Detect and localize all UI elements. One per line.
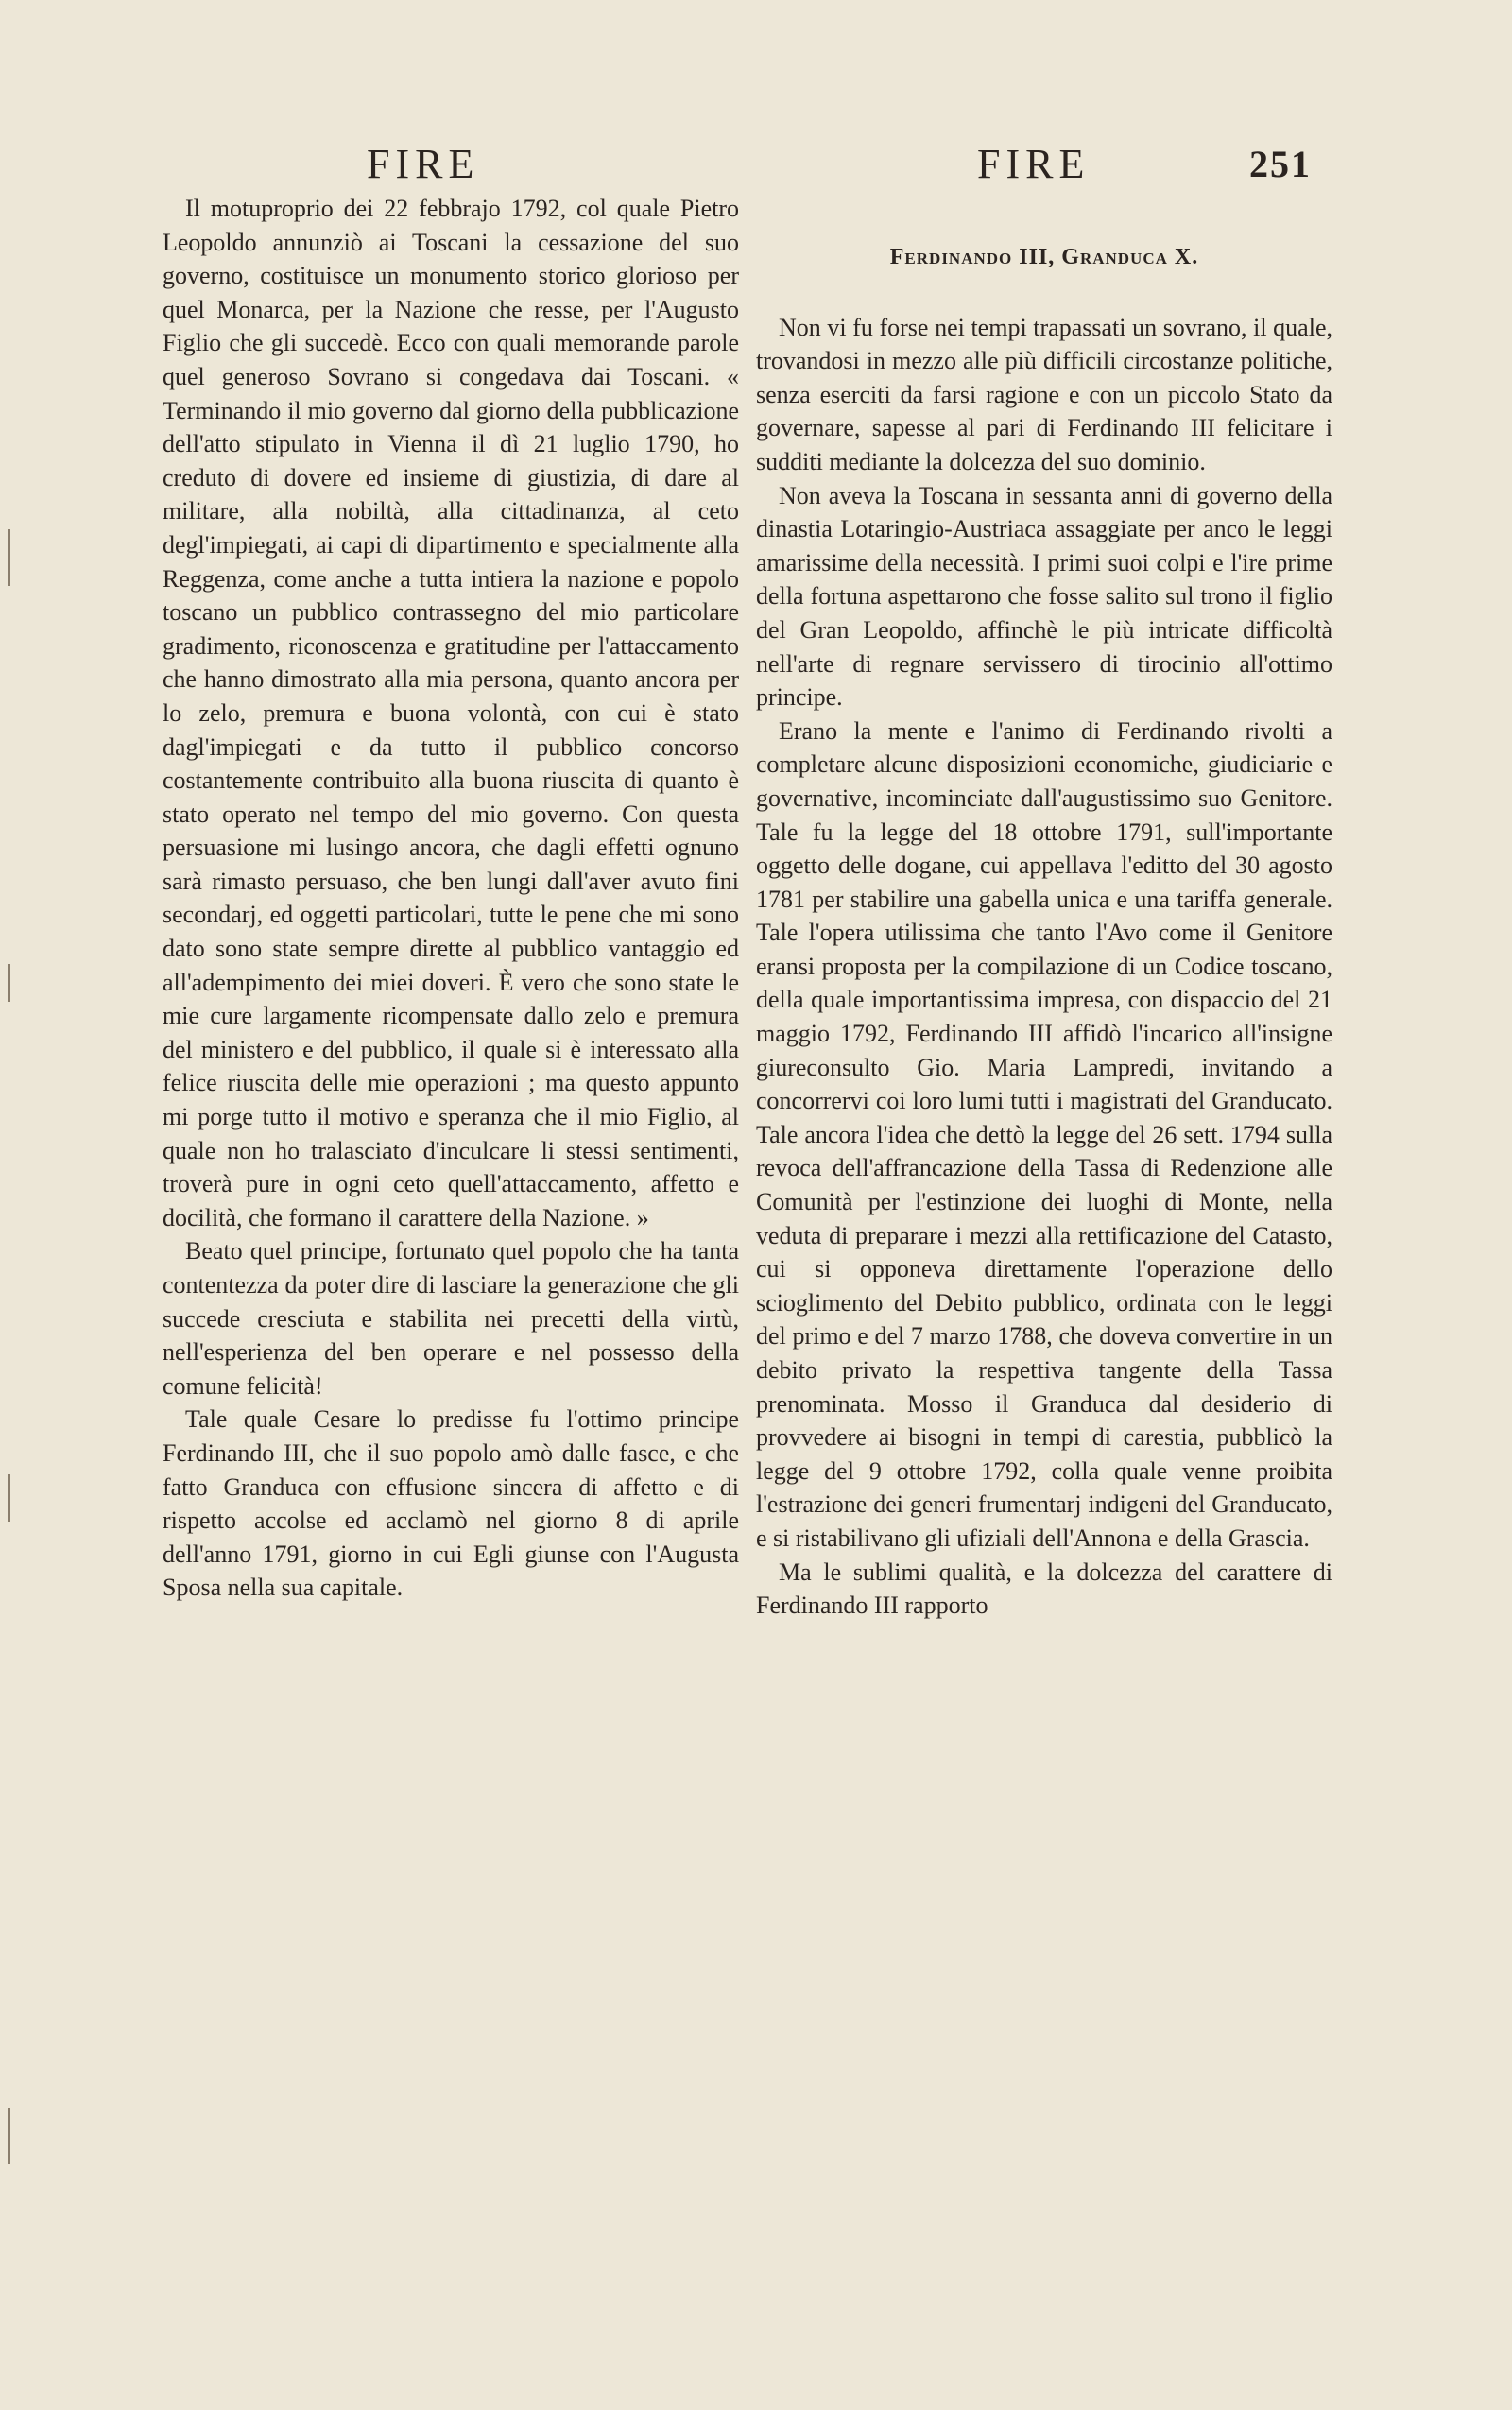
left-column xyxy=(163,192,739,1605)
paragraph: Non aveva la Toscana in sessanta anni di governo della dinastia Lotaringio-Austriaca assaggiate per anco le leggi amarissime della necessità. I primi suoi colpi e l'ire prime della fortuna aspettarono che fosse salito sul trono il figlio del Gran Leopoldo, affinchè le più intricate difficoltà nell'arte di regnare servissero di tirocinio all'ottimo principe. xyxy=(756,481,1332,712)
paragraph: Tale quale Cesare lo predisse fu l'ottimo principe Ferdinando III, che il suo popolo amò dalle fasce, e che fatto Granduca con effusione sincera di affetto e di rispetto accolse ed acclamò nel giorno 8 di aprile dell'anno 1791, giorno in cui Egli giunse con l'Augusta Sposa nella sua capitale. xyxy=(163,1405,739,1602)
page-edge-marks xyxy=(0,0,28,2410)
running-head-left: FIRE xyxy=(367,141,480,187)
paragraph: Ma le sublimi qualità, e la dolcezza del carattere di Ferdinando III rapporto xyxy=(756,1558,1332,1620)
right-column xyxy=(756,192,1332,1623)
paragraph: Erano la mente e l'animo di Ferdinando rivolti a completare alcune disposizioni economiche, giudiciarie e governative, incominciate dall'augustissimo suo Genitore. Tale fu la legge del 18 ottobre 1791, sull'importante oggetto delle dogane, cui appellava l'editto del 30 agosto 1781 per stabilire una gabella unica e una tariffa generale. Tale l'opera utilissima che tanto l'Avo come il Genitore eransi proposta per la compilazione di un Codice toscano, della quale importantissima impresa, con dispaccio del 21 maggio 1792, Ferdinando III affidò l'incarico all'insigne giureconsulto Gio. Maria Lampredi, invitando a concorrervi coi loro lumi tutti i magistrati del Granducato. Tale ancora l'idea che dettò la legge del 26 sett. 1794 sulla revoca dell'affrancazione della Tassa di Redenzione alle Comunità per l'estinzione dei luoghi di Monte, nella veduta di preparare i mezzi alla rettificazione del Catasto, cui si opponeva direttamente l'operazione dello scioglimento del Debito pubblico, ordinata con le leggi del primo e del 7 marzo 1788, che doveva convertire in un debito privato la respettiva tangente della Tassa prenominata. Mosso il Granduca dal desiderio di provvedere ai bisogni in tempi di carestia, pubblicò la legge del 9 ottobre 1792, colla quale venne proibita l'estrazione dei generi frumentarj indigeni del Granducato, e si ristabilivano gli ufiziali dell'Annona e della Grascia. xyxy=(756,716,1332,1552)
paragraph: Il motuproprio dei 22 febbrajo 1792, col quale Pietro Leopoldo annunziò ai Toscani la cessazione del suo governo, costituisce un monumento storico glorioso per quel Monarca, per la Nazione che resse, per l'Augusto Figlio che gli succedè. Ecco con quali memorande parole quel generoso Sovrano si congedava dai Toscani. « Terminando il mio governo dal giorno della pubblicazione dell'atto stipulato in Vienna il dì 21 luglio 1790, ho creduto di dovere ed insieme di giustizia, di dare al militare, alla nobiltà, alla cittadinanza, al ceto degl'impiegati, ai capi di dipartimento e specialmente alla Reggenza, come anche a tutta intiera la nazione e popolo toscano un pubblico contrassegno del mio particolare gradimento, riconoscenza e gratitudine per l'attaccamento che hanno dimostrato alla mia persona, quanto ancora per lo zelo, premura e buona volontà, con cui è stato dagl'impiegati e da tutto il pubblico concorso costantemente contribuito alla buona riuscita di quanto è stato operato nel tempo del mio governo. Con questa persuasione mi lusingo ancora, che dagli effetti ognuno sarà rimasto persuaso, che ben lungi dall'aver avuto fini secondarj, ed oggetti particolari, tutte le pene che mi sono dato sono state sempre dirette al pubblico vantaggio ed all'adempimento dei miei doveri. È vero che sono state le mie cure largamente ricompensate dallo zelo e premura del ministero e del pubblico, il quale si è interessato alla felice riuscita delle mie operazioni ; ma questo appunto mi porge tutto il motivo e speranza che il mio Figlio, al quale non ho tralasciato d'inculcare li stessi sentimenti, troverà pure in ogni ceto quell'attaccamento, affetto e docilità, che formano il carattere della Nazione. » xyxy=(163,195,739,1231)
page-number: 251 xyxy=(1249,143,1312,185)
section-title: Ferdinando III, Granduca X. xyxy=(889,245,1199,269)
paragraph: Non vi fu forse nei tempi trapassati un sovrano, il quale, trovandosi in mezzo alle più difficili circostanze politiche, senza eserciti da farsi ragione e con un piccolo Stato da governare, sapesse al pari di Ferdinando III felicitare i sudditi mediante la dolcezza del suo dominio. xyxy=(756,313,1332,475)
running-head-right: FIRE xyxy=(977,141,1091,187)
paragraph: Beato quel principe, fortunato quel popolo che ha tanta contentezza da poter dire di lasciare la generazione che gli succede cresciuta e stabilita nei precetti della virtù, nell'esperienza del ben operare e nel possesso della comune felicità! xyxy=(163,1237,739,1400)
